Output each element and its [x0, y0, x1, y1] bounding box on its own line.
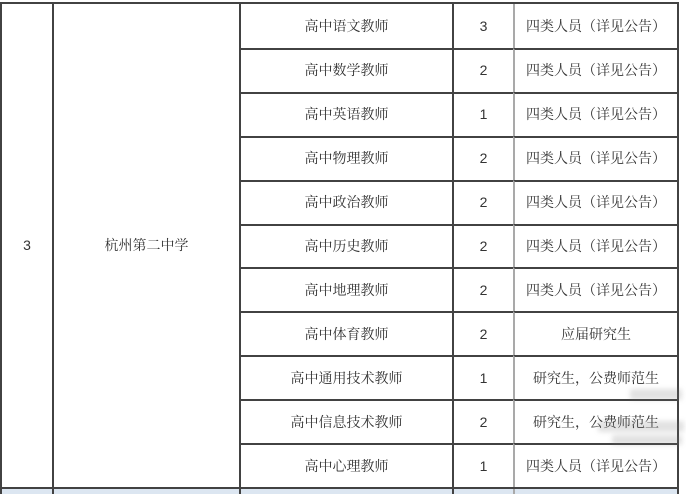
school-name-cell: 杭州第二中学	[52, 4, 239, 487]
count-cell: 2	[452, 399, 513, 443]
count-cell: 3	[452, 4, 513, 48]
count-cell: 1	[452, 443, 513, 487]
next-row-index-cell	[2, 489, 52, 494]
next-row-count-cell	[452, 489, 513, 494]
count-cell: 2	[452, 180, 513, 224]
count-cell: 1	[452, 92, 513, 136]
requirement-cell: 四类人员（详见公告）	[513, 4, 677, 48]
position-cell: 高中语文教师	[239, 4, 452, 48]
position-cell: 高中历史教师	[239, 224, 452, 268]
count-cell: 1	[452, 355, 513, 399]
requirement-cell: 研究生，公费师范生	[513, 355, 677, 399]
recruitment-table	[0, 2, 679, 489]
position-cell: 高中地理教师	[239, 267, 452, 311]
count-cell: 2	[452, 311, 513, 355]
next-row-position-cell	[239, 489, 452, 494]
position-cell: 高中体育教师	[239, 311, 452, 355]
requirement-cell: 四类人员（详见公告）	[513, 92, 677, 136]
next-row-requirement-cell	[513, 489, 677, 494]
position-cell: 高中数学教师	[239, 48, 452, 92]
count-cell: 2	[452, 224, 513, 268]
requirement-cell: 四类人员（详见公告）	[513, 443, 677, 487]
position-cell: 高中英语教师	[239, 92, 452, 136]
position-cell: 高中通用技术教师	[239, 355, 452, 399]
requirement-cell: 四类人员（详见公告）	[513, 224, 677, 268]
requirement-cell: 四类人员（详见公告）	[513, 136, 677, 180]
count-cell: 2	[452, 136, 513, 180]
row-index-cell: 3	[23, 237, 31, 254]
requirement-cell: 研究生，公费师范生	[513, 399, 677, 443]
position-cell: 高中信息技术教师	[239, 399, 452, 443]
requirement-cell: 四类人员（详见公告）	[513, 267, 677, 311]
requirement-cell: 应届研究生	[513, 311, 677, 355]
count-cell: 2	[452, 267, 513, 311]
position-cell: 高中心理教师	[239, 443, 452, 487]
requirement-cell: 四类人员（详见公告）	[513, 48, 677, 92]
next-row-highlighted-partial	[0, 489, 679, 494]
position-cell: 高中物理教师	[239, 136, 452, 180]
next-row-school-cell	[52, 489, 239, 494]
count-cell: 2	[452, 48, 513, 92]
requirement-cell: 四类人员（详见公告）	[513, 180, 677, 224]
position-cell: 高中政治教师	[239, 180, 452, 224]
